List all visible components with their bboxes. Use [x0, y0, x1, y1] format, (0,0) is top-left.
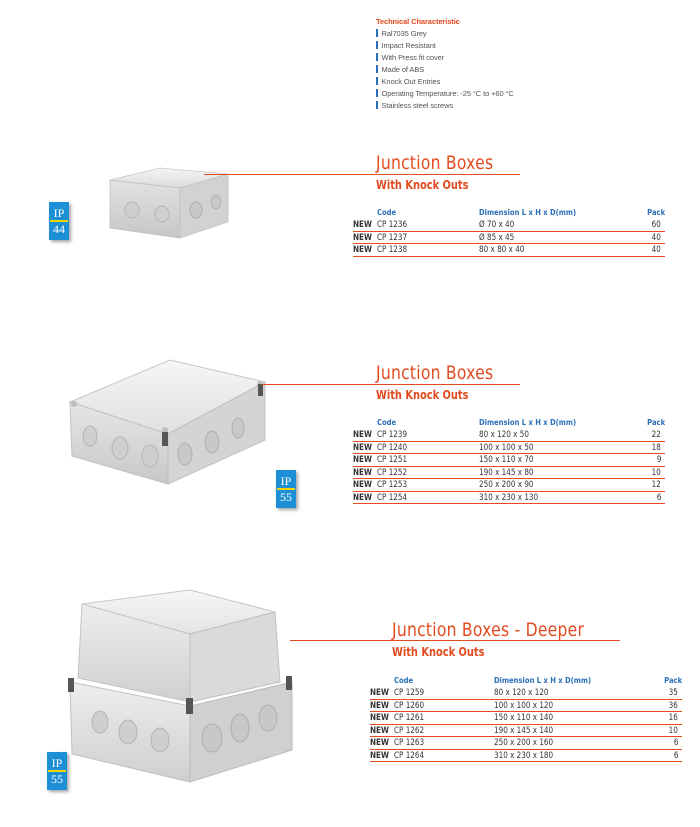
section-subtitle: With Knock Outs [376, 178, 469, 192]
table-row: NEW CP 1253 250 x 200 x 90 12 [353, 479, 665, 492]
table-row: NEW CP 1264 310 x 230 x 180 6 [370, 750, 682, 763]
table-header: Code Dimension L x H x D(mm) Pack [377, 418, 665, 427]
table-row: NEW CP 1236 Ø 70 x 40 60 [353, 219, 665, 232]
table-row: NEW CP 1237 Ø 85 x 45 40 [353, 232, 665, 245]
table-row: NEW CP 1263 250 x 200 x 160 6 [370, 737, 682, 750]
table-row: NEW CP 1254 310 x 230 x 130 6 [353, 492, 665, 505]
tech-title: Technical Characteristic [376, 17, 460, 26]
ip55-badge: IP 55 [47, 752, 67, 790]
tech-item: Impact Resistant [376, 40, 616, 52]
bullet-bar-icon [376, 65, 378, 73]
table-row: NEW CP 1261 150 x 110 x 140 16 [370, 712, 682, 725]
table-header: Code Dimension L x H x D(mm) Pack [394, 676, 682, 685]
table-row: NEW CP 1238 80 x 80 x 40 40 [353, 244, 665, 257]
tech-item: Ral7035 Grey [376, 28, 616, 40]
leader-line [262, 384, 520, 385]
ip44-badge: IP 44 [49, 202, 69, 240]
tech-item: Operating Temperature: -25 °C to +60 °C [376, 88, 616, 100]
ip55-badge: IP 55 [276, 470, 296, 508]
tech-item: Stainless steel screws [376, 100, 616, 112]
technical-characteristics [376, 17, 616, 112]
product-table-3 [370, 676, 682, 762]
bullet-bar-icon [376, 53, 378, 61]
section-title: Junction Boxes - Deeper [392, 619, 585, 641]
bullet-bar-icon [376, 41, 378, 49]
bullet-bar-icon [376, 77, 378, 85]
tech-item: Knock Out Entries [376, 76, 616, 88]
section-subtitle: With Knock Outs [392, 645, 485, 659]
table-row: NEW CP 1252 190 x 145 x 80 10 [353, 467, 665, 480]
leader-line [204, 174, 520, 175]
table-row: NEW CP 1260 100 x 100 x 120 36 [370, 700, 682, 713]
table-row: NEW CP 1251 150 x 110 x 70 9 [353, 454, 665, 467]
table-row: NEW CP 1259 80 x 120 x 120 35 [370, 687, 682, 700]
product-table-1 [353, 208, 665, 257]
junction-box-deep-image [60, 582, 305, 792]
table-row: NEW CP 1239 80 x 120 x 50 22 [353, 429, 665, 442]
table-row: NEW CP 1240 100 x 100 x 50 18 [353, 442, 665, 455]
section-subtitle: With Knock Outs [376, 388, 469, 402]
table-header: Code Dimension L x H x D(mm) Pack [377, 208, 665, 217]
tech-item: With Press fit cover [376, 52, 616, 64]
product-table-2 [353, 418, 665, 504]
section-title: Junction Boxes [376, 152, 494, 174]
tech-item: Made of ABS [376, 64, 616, 76]
junction-box-medium-image [60, 352, 280, 492]
bullet-bar-icon [376, 29, 378, 37]
bullet-bar-icon [376, 89, 378, 97]
section-title: Junction Boxes [376, 362, 494, 384]
bullet-bar-icon [376, 101, 378, 109]
table-row: NEW CP 1262 190 x 145 x 140 10 [370, 725, 682, 738]
